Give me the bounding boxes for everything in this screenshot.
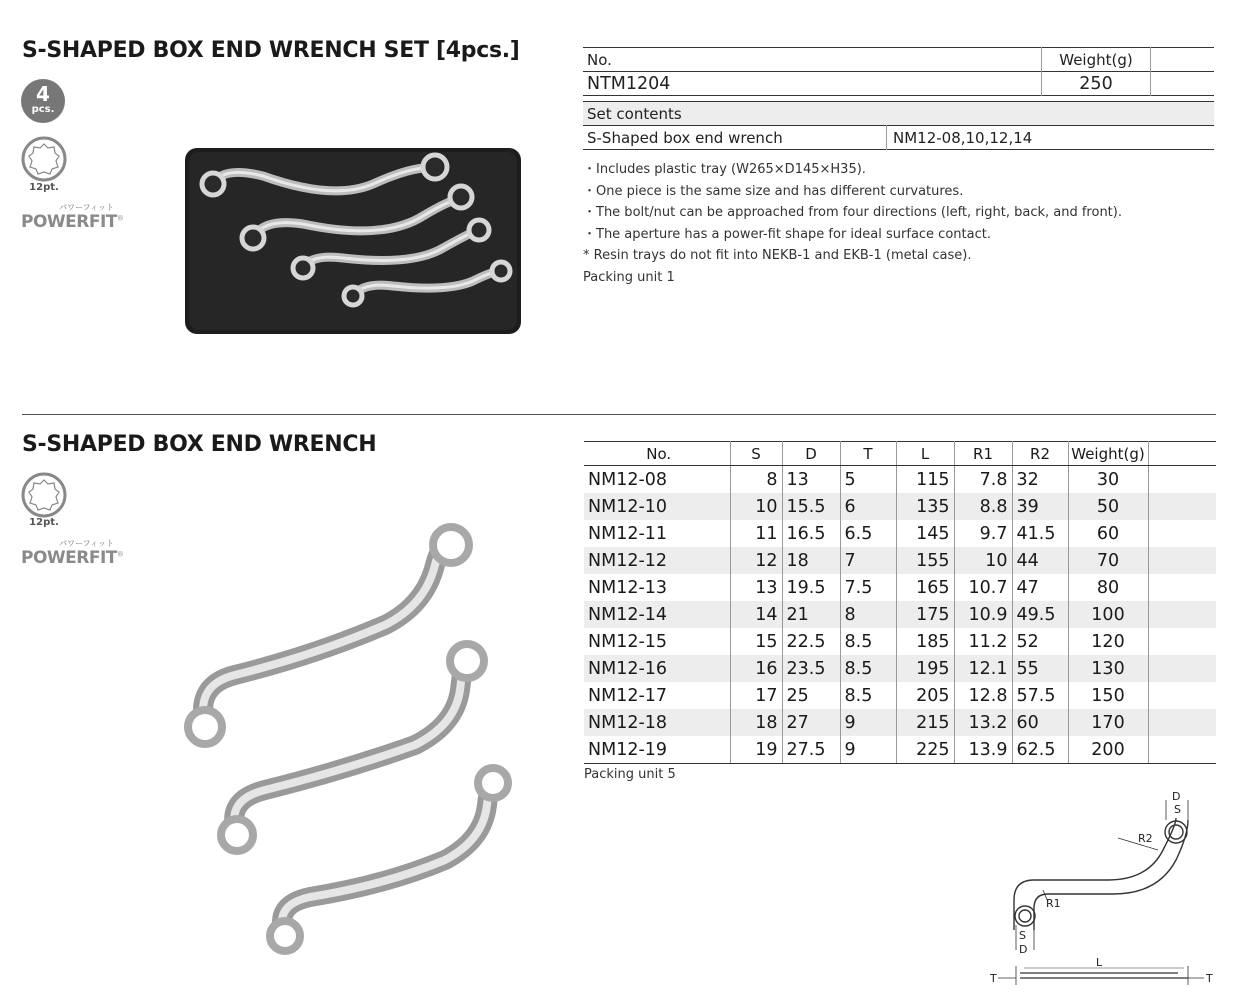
wrench-title: S-SHAPED BOX END WRENCH (22, 432, 377, 457)
pieces-unit: pcs. (31, 104, 55, 115)
twelve-point-icon (21, 136, 67, 186)
spec-cell: 50 (1068, 493, 1148, 520)
spec-cell: 205 (896, 682, 954, 709)
spec-cell: 155 (896, 547, 954, 574)
dim-label-r2: R2 (1138, 832, 1153, 845)
packing-unit: Packing unit 1 (583, 269, 675, 285)
spec-cell: 185 (896, 628, 954, 655)
spec-cell: 60 (1068, 520, 1148, 547)
table-row (584, 466, 1216, 494)
spec-cell: 195 (896, 655, 954, 682)
spacer-cell (1148, 736, 1216, 764)
spec-cell: 25 (782, 682, 840, 709)
spec-cell: 10 (730, 493, 782, 520)
model-number-cell: NM12-08 (584, 466, 730, 494)
spec-cell: 21 (782, 601, 840, 628)
table-row (584, 520, 1216, 547)
spec-cell: 8.5 (840, 628, 896, 655)
spacer-cell (1148, 709, 1216, 736)
spacer-cell (1148, 655, 1216, 682)
col-header-s: S (730, 442, 782, 466)
model-number-cell: NM12-16 (584, 655, 730, 682)
brand-name: POWERFIT (21, 548, 117, 568)
model-number-cell: NM12-15 (584, 628, 730, 655)
spec-cell: 11 (730, 520, 782, 547)
spacer-cell (1148, 547, 1216, 574)
table-row (584, 574, 1216, 601)
table-row (584, 493, 1216, 520)
note-line: ・The aperture has a power-fit shape for ideal surface contact. (583, 226, 991, 242)
spec-cell: 27.5 (782, 736, 840, 764)
table-row (584, 682, 1216, 709)
spec-cell: 22.5 (782, 628, 840, 655)
spec-cell: 170 (1068, 709, 1148, 736)
dim-label-d: D (1019, 943, 1028, 956)
spec-cell: 80 (1068, 574, 1148, 601)
col-header-r1: R1 (954, 442, 1012, 466)
spec-cell: 49.5 (1012, 601, 1068, 628)
spec-cell: 200 (1068, 736, 1148, 764)
spec-cell: 27 (782, 709, 840, 736)
spec-cell: 145 (896, 520, 954, 547)
pieces-number: 4 (36, 82, 50, 106)
spec-cell: 11.2 (954, 628, 1012, 655)
dimension-diagram (988, 790, 1220, 994)
col-header-r2: R2 (1012, 442, 1068, 466)
set-title: S-SHAPED BOX END WRENCH SET [4pcs.] (22, 38, 520, 63)
set-contents-header: Set contents (587, 104, 682, 123)
spec-cell: 10.7 (954, 574, 1012, 601)
spacer-cell (1148, 574, 1216, 601)
spec-cell: 6 (840, 493, 896, 520)
spec-cell: 52 (1012, 628, 1068, 655)
spec-cell: 62.5 (1012, 736, 1068, 764)
spec-cell: 16.5 (782, 520, 840, 547)
spec-cell: 8.5 (840, 682, 896, 709)
spacer-cell (1148, 682, 1216, 709)
spec-cell: 15.5 (782, 493, 840, 520)
dim-label-t: T (1206, 972, 1213, 985)
dim-label-t: T (990, 972, 997, 985)
set-weight-header: Weight(g) (1042, 48, 1151, 72)
spec-cell: 12.8 (954, 682, 1012, 709)
spec-cell: 44 (1012, 547, 1068, 574)
set-weight-value: 250 (1042, 72, 1151, 96)
spec-cell: 7.5 (840, 574, 896, 601)
col-header-d: D (782, 442, 840, 466)
spec-cell: 8 (840, 601, 896, 628)
table-row (584, 601, 1216, 628)
spec-cell: 23.5 (782, 655, 840, 682)
spec-cell: 57.5 (1012, 682, 1068, 709)
spec-cell: 9.7 (954, 520, 1012, 547)
spec-cell: 19 (730, 736, 782, 764)
col-header-t: T (840, 442, 896, 466)
spec-cell: 15 (730, 628, 782, 655)
set-contents-value: NM12-08,10,12,14 (893, 128, 1033, 147)
spec-cell: 12.1 (954, 655, 1012, 682)
note-line: ・The bolt/nut can be approached from four directions (left, right, back, and front). (583, 205, 1122, 220)
spec-cell: 5 (840, 466, 896, 494)
spec-cell: 9 (840, 736, 896, 764)
twelve-point-label: 12pt. (29, 517, 59, 528)
spec-cell: 39 (1012, 493, 1068, 520)
model-number-cell: NM12-13 (584, 574, 730, 601)
spec-cell: 14 (730, 601, 782, 628)
spec-cell: 17 (730, 682, 782, 709)
dim-label-s: S (1174, 803, 1181, 816)
brand-kana: パワーフィット (59, 539, 114, 548)
spec-table (584, 441, 1216, 764)
spec-cell: 32 (1012, 466, 1068, 494)
set-no-value: NTM1204 (587, 73, 671, 94)
spec-cell: 225 (896, 736, 954, 764)
spec-cell: 8.5 (840, 655, 896, 682)
spec-cell: 12 (730, 547, 782, 574)
model-number-cell: NM12-10 (584, 493, 730, 520)
wrench-photo (175, 515, 515, 959)
spec-cell: 30 (1068, 466, 1148, 494)
spec-cell: 10 (954, 547, 1012, 574)
spec-cell: 19.5 (782, 574, 840, 601)
spec-cell: 18 (782, 547, 840, 574)
dim-label-l: L (1096, 956, 1103, 969)
section-divider (22, 414, 1216, 415)
set-info-table (583, 47, 1214, 150)
spec-cell: 47 (1012, 574, 1068, 601)
spec-header-row (584, 442, 1216, 466)
spec-cell: 13 (730, 574, 782, 601)
model-number-cell: NM12-12 (584, 547, 730, 574)
spec-cell: 8.8 (954, 493, 1012, 520)
spec-cell: 130 (1068, 655, 1148, 682)
table-row (584, 547, 1216, 574)
model-number-cell: NM12-19 (584, 736, 730, 764)
table-row (584, 655, 1216, 682)
spec-cell: 13 (782, 466, 840, 494)
spec-cell: 7.8 (954, 466, 1012, 494)
spec-cell: 70 (1068, 547, 1148, 574)
dim-label-s: S (1019, 929, 1026, 942)
powerfit-logo: パワーフィット POWERFIT® (21, 539, 124, 568)
spec-cell: 7 (840, 547, 896, 574)
spec-cell: 215 (896, 709, 954, 736)
col-header-no: No. (584, 442, 730, 466)
spec-cell: 18 (730, 709, 782, 736)
dim-label-r1: R1 (1046, 897, 1061, 910)
col-header-l: L (896, 442, 954, 466)
table-row (584, 736, 1216, 764)
table-row (584, 628, 1216, 655)
model-number-cell: NM12-18 (584, 709, 730, 736)
spec-cell: 135 (896, 493, 954, 520)
spacer-cell (1148, 493, 1216, 520)
dim-label-d: D (1172, 790, 1181, 803)
spec-cell: 13.2 (954, 709, 1012, 736)
powerfit-logo: パワーフィット POWERFIT® (21, 203, 124, 232)
col-header-weight: Weight(g) (1068, 442, 1148, 466)
spacer-cell (1148, 466, 1216, 494)
spec-cell: 9 (840, 709, 896, 736)
spec-cell: 13.9 (954, 736, 1012, 764)
spec-cell: 100 (1068, 601, 1148, 628)
spec-cell: 165 (896, 574, 954, 601)
spec-cell: 115 (896, 466, 954, 494)
spacer-cell (1148, 628, 1216, 655)
twelve-point-label: 12pt. (29, 182, 59, 193)
spec-cell: 8 (730, 466, 782, 494)
spec-cell: 60 (1012, 709, 1068, 736)
brand-kana: パワーフィット (59, 203, 114, 212)
spacer-cell (1148, 601, 1216, 628)
model-number-cell: NM12-11 (584, 520, 730, 547)
note-line: ・Includes plastic tray (W265×D145×H35). (583, 162, 866, 177)
set-contents-item: S-Shaped box end wrench (583, 126, 887, 150)
table-row (584, 709, 1216, 736)
model-number-cell: NM12-17 (584, 682, 730, 709)
note-line: ・One piece is the same size and has different curvatures. (583, 183, 964, 199)
spec-cell: 120 (1068, 628, 1148, 655)
spec-cell: 16 (730, 655, 782, 682)
brand-name: POWERFIT (21, 212, 117, 232)
spec-cell: 175 (896, 601, 954, 628)
pieces-badge (21, 79, 65, 123)
set-notes (583, 159, 1122, 288)
set-no-header: No. (587, 50, 612, 69)
note-line: * Resin trays do not fit into NEKB-1 and EKB-1 (metal case). (583, 248, 972, 263)
spec-cell: 6.5 (840, 520, 896, 547)
packing-unit: Packing unit 5 (584, 767, 676, 782)
spacer-cell (1148, 520, 1216, 547)
spec-cell: 41.5 (1012, 520, 1068, 547)
model-number-cell: NM12-14 (584, 601, 730, 628)
spec-cell: 10.9 (954, 601, 1012, 628)
spec-cell: 150 (1068, 682, 1148, 709)
twelve-point-icon (21, 472, 67, 522)
spec-cell: 55 (1012, 655, 1068, 682)
wrench-set-tray-photo (183, 146, 523, 340)
